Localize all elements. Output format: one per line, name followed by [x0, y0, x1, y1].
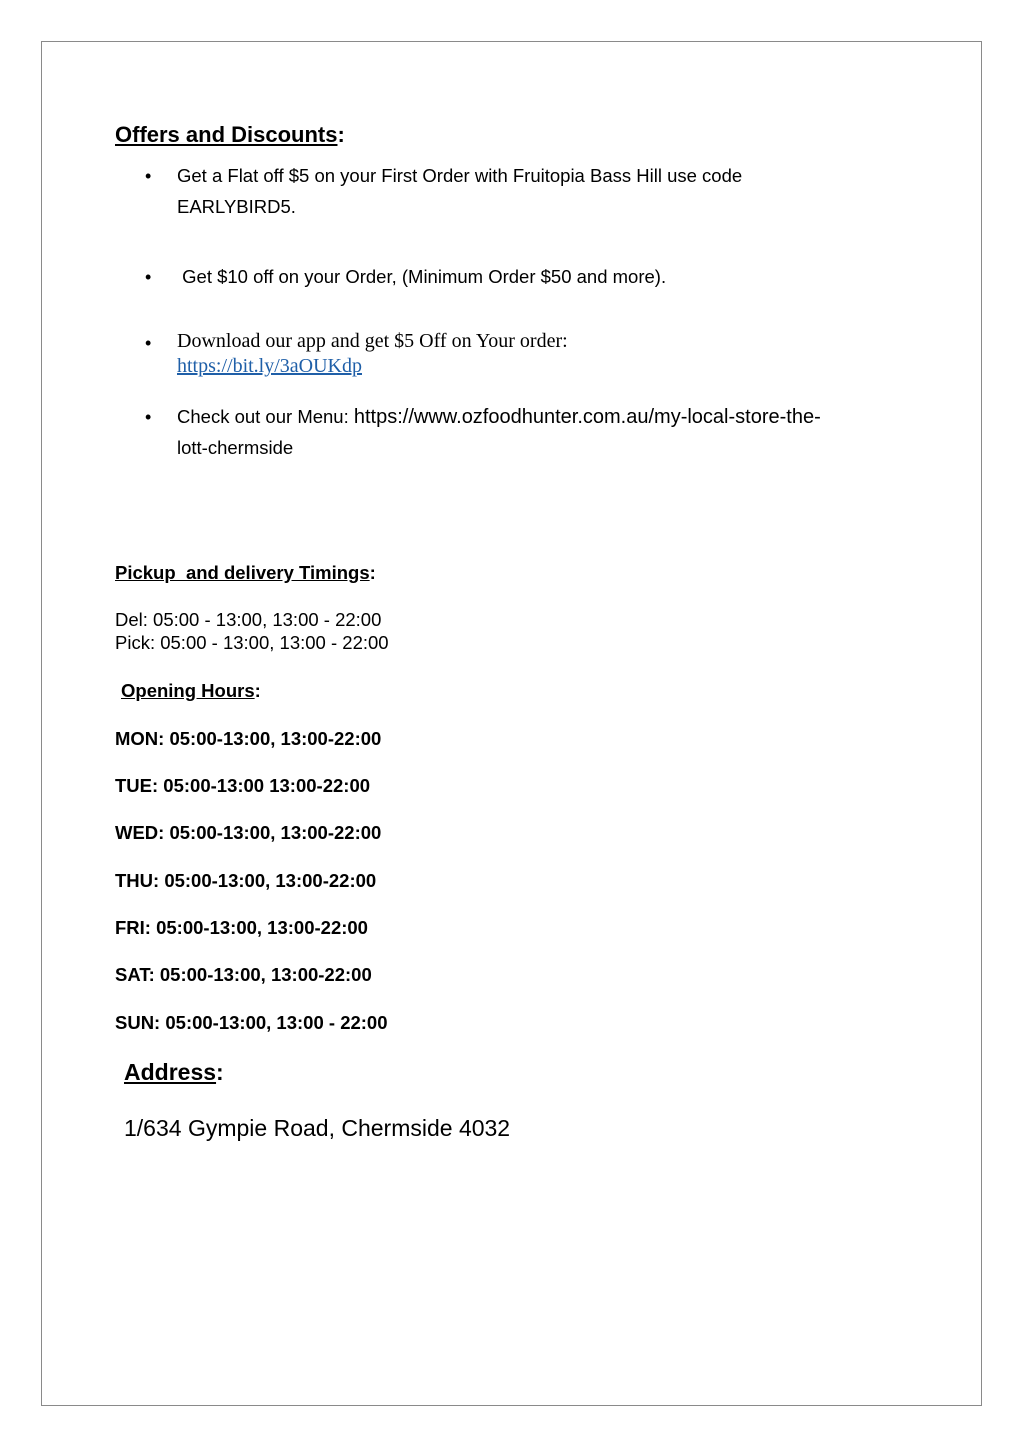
address-heading: [124, 1059, 224, 1086]
address-text: 1/634 Gympie Road, Chermside 4032: [124, 1115, 511, 1141]
menu-url-part-2[interactable]: lott-chermside: [177, 437, 294, 458]
hours-thu: THU: 05:00-13:00, 13:00-22:00: [115, 870, 377, 891]
offers-heading: [115, 122, 345, 148]
hours-tue: TUE: 05:00-13:00 13:00-22:00: [115, 775, 371, 796]
offer-3-line-1: Download our app and get $5 Off on Your order:: [177, 330, 568, 352]
opening-hours-heading-colon: :: [254, 680, 261, 701]
hours-mon: MON: 05:00-13:00, 13:00-22:00: [115, 728, 382, 749]
timings-heading-colon: :: [369, 562, 376, 583]
bullet-1: •: [145, 166, 152, 186]
bullet-2: •: [145, 267, 152, 287]
timings-heading-text: Pickup and delivery Timings: [115, 562, 370, 583]
offer-2-line-1: Get $10 off on your Order, (Minimum Order $50 and more).: [177, 266, 667, 287]
hours-fri: FRI: 05:00-13:00, 13:00-22:00: [115, 917, 368, 938]
hours-sat: SAT: 05:00-13:00, 13:00-22:00: [115, 964, 372, 985]
offers-heading-text: Offers and Discounts: [115, 122, 338, 147]
hours-sun: SUN: 05:00-13:00, 13:00 - 22:00: [115, 1012, 388, 1033]
bullet-3: •: [145, 333, 152, 353]
opening-hours-heading-text: Opening Hours: [121, 680, 255, 701]
menu-prefix: Check out our Menu:: [177, 406, 354, 427]
address-heading-colon: :: [216, 1059, 224, 1085]
offer-1-line-1: Get a Flat off $5 on your First Order with Fruitopia Bass Hill use code: [177, 165, 743, 186]
timings-heading: [115, 562, 376, 584]
hours-wed: WED: 05:00-13:00, 13:00-22:00: [115, 822, 382, 843]
delivery-times: Del: 05:00 - 13:00, 13:00 - 22:00: [115, 609, 382, 630]
address-heading-text: Address: [124, 1059, 217, 1085]
offer-4-line-1: [177, 401, 821, 434]
offers-heading-colon: :: [337, 122, 345, 147]
offer-1-line-2: EARLYBIRD5.: [177, 196, 296, 217]
page-border: [41, 41, 982, 1406]
opening-hours-heading: [121, 680, 261, 702]
menu-url-part-1[interactable]: https://www.ozfoodhunter.com.au/my-local-store-the-: [353, 406, 821, 428]
pickup-times: Pick: 05:00 - 13:00, 13:00 - 22:00: [115, 632, 389, 653]
app-download-link[interactable]: https://bit.ly/3aOUKdp: [177, 355, 362, 377]
bullet-4: •: [145, 407, 152, 427]
